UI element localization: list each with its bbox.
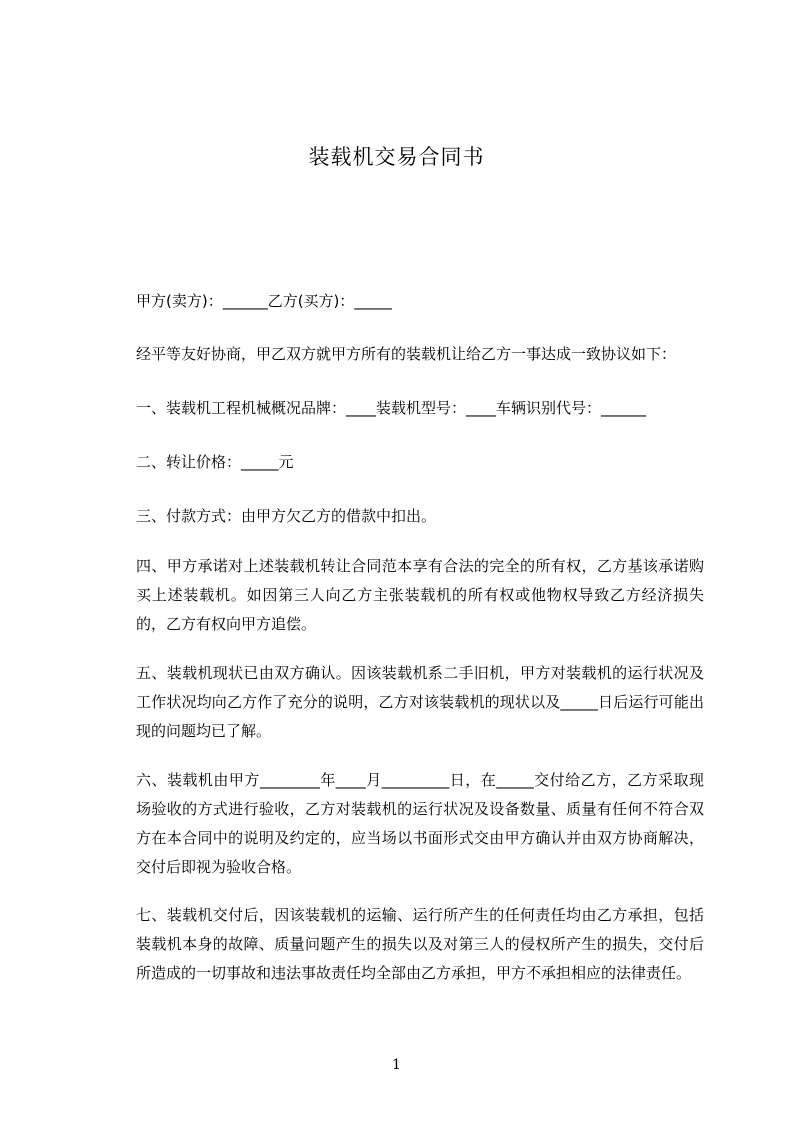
page-number: 1 bbox=[392, 1057, 401, 1073]
clause-4: 四、甲方承诺对上述装载机转让合同范本享有合法的完全的所有权，乙方基该承诺购买上述装载机。如因第三人向乙方主张装载机的所有权或他物权导致乙方经济损失的，乙方有权向甲方追偿。 bbox=[136, 557, 704, 633]
clause-1: 一、装载机工程机械概况品牌：____装载机型号：____车辆识别代号：______ bbox=[136, 399, 647, 417]
clause-2: 二、转让价格：_____元 bbox=[136, 453, 294, 471]
document-title: 装载机交易合同书 bbox=[308, 145, 485, 169]
clause-5: 五、装载机现状已由双方确认。因该装载机系二手旧机，甲方对装载机的运行状况及工作状况均向乙方作了充分的说明，乙方对该装载机的现状以及_____日后运行可能出现的问题均已了解。 bbox=[136, 664, 704, 740]
intro-paragraph: 经平等友好协商，甲乙双方就甲方所有的装载机让给乙方一事达成一致协议如下： bbox=[136, 345, 677, 363]
clause-6: 六、装载机由甲方________年____月_________日，在_____交付给乙方，乙方采取现场验收的方式进行验收，乙方对装载机的运行状况及设备数量、质量有任何不符合双方在本合同中的说明及约定的，应当场以书面形式交由甲方确认并由双方协商解决，交付后即视为验收合格。 bbox=[136, 771, 704, 876]
parties-line: 甲方(卖方)：______乙方(买方)：_____ bbox=[136, 292, 392, 310]
clause-3: 三、付款方式：由甲方欠乙方的借款中扣出。 bbox=[136, 507, 437, 525]
clause-7: 七、装载机交付后，因该装载机的运输、运行所产生的任何责任均由乙方承担，包括装载机本身的故障、质量问题产生的损失以及对第三人的侵权所产生的损失，交付后所造成的一切事故和违法事故责任均全部由乙方承担，甲方不承担相应的法律责任。 bbox=[136, 906, 704, 982]
